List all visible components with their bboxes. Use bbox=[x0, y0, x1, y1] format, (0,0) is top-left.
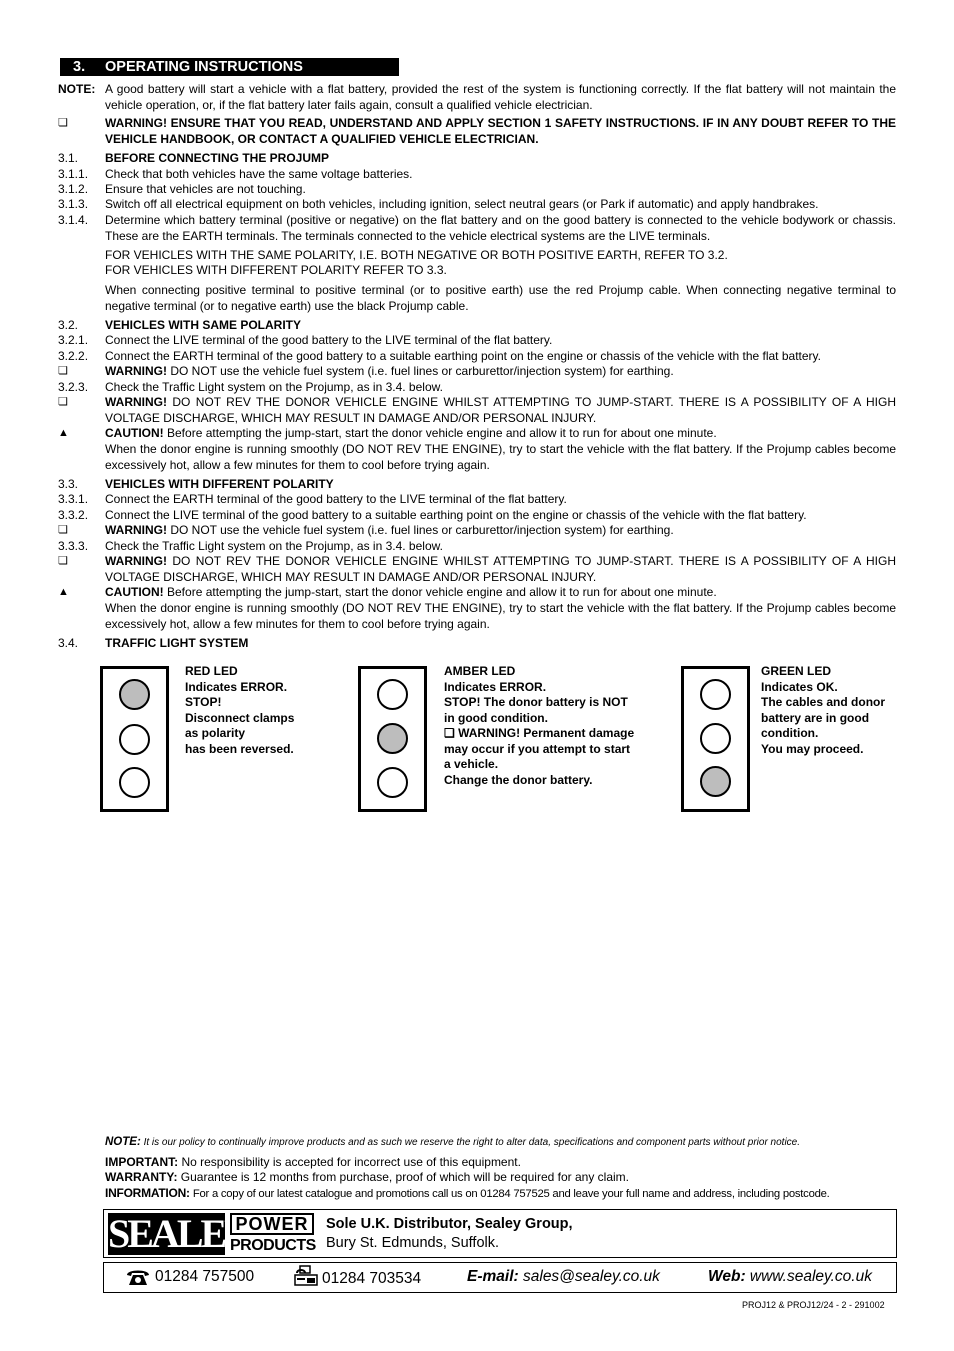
sealey-logo: SEALEY bbox=[108, 1211, 251, 1256]
row-number: 3.4. bbox=[58, 636, 79, 650]
row-body-text: Connect the EARTH terminal of the good battery to the LIVE terminal of the flat battery. bbox=[105, 492, 567, 506]
row-body-text: Before attempting the jump-start, start the donor vehicle engine and allow it to run for about one minute. bbox=[163, 426, 717, 440]
row-bold-text: CAUTION! bbox=[105, 426, 164, 440]
row-number: ❏ bbox=[58, 117, 68, 129]
tl-line: Change the donor battery. bbox=[444, 772, 593, 787]
traffic-light-red-text bbox=[185, 664, 345, 757]
row-body-text: Determine which battery terminal (positive or negative) on the flat battery and on the good battery is connected to the vehicle bodywork or chassis. These are the EARTH terminals. The terminals connected to the vehicle electrical systems are the LIVE terminals. bbox=[105, 213, 896, 243]
row-text bbox=[105, 636, 896, 652]
row-number: 3.1.3. bbox=[58, 197, 89, 211]
row-text bbox=[105, 283, 896, 314]
tl-line: RED LED bbox=[185, 664, 238, 678]
tl-line: a vehicle. bbox=[444, 757, 499, 771]
tl-line: has been reversed. bbox=[185, 741, 294, 756]
fax-icon bbox=[293, 1265, 319, 1292]
row-number: 3.1.4. bbox=[58, 213, 89, 227]
telephone-icon bbox=[125, 1267, 151, 1292]
footer-warranty-text: Guarantee is 12 months from purchase, proof of which will be required for any claim. bbox=[180, 1170, 629, 1184]
row-text bbox=[105, 442, 896, 473]
web-link[interactable]: www.sealey.co.uk bbox=[749, 1268, 872, 1285]
row-body-text: Check the Traffic Light system on the Projump, as in 3.4. below. bbox=[105, 380, 443, 394]
row-bold-text: WARNING! bbox=[105, 395, 167, 409]
led-bottom bbox=[700, 766, 731, 797]
web-line bbox=[708, 1268, 872, 1286]
tl-line: AMBER LED bbox=[444, 664, 516, 678]
tl-line: GREEN LED bbox=[761, 664, 832, 678]
row-text bbox=[105, 116, 896, 147]
row-number: ▲ bbox=[58, 586, 69, 598]
row-number: 3.1. bbox=[58, 151, 79, 165]
tl-line: STOP! bbox=[185, 695, 222, 709]
row-number: 3.3.1. bbox=[58, 492, 89, 506]
row-bold-text: VEHICLES WITH SAME POLARITY bbox=[105, 318, 302, 332]
led-middle bbox=[119, 724, 150, 755]
power-logo: POWER bbox=[230, 1213, 314, 1235]
row-text bbox=[105, 263, 896, 279]
row-number: 3.2. bbox=[58, 318, 79, 332]
email-line bbox=[467, 1268, 660, 1286]
web-label: Web: bbox=[708, 1268, 746, 1285]
tl-line: in good condition. bbox=[444, 710, 548, 725]
footer-note-text: It is our policy to continually improve products and as such we reserve the right to alter data, specifications and component parts without prior notice. bbox=[143, 1137, 801, 1148]
footer-information-text: For a copy of our latest catalogue and promotions call us on 01284 757525 and leave your full name and address, including postcode. bbox=[192, 1188, 830, 1200]
row-number: NOTE: bbox=[58, 82, 96, 96]
row-body-text: DO NOT REV THE DONOR VEHICLE ENGINE WHILST ATTEMPTING TO JUMP-START. THERE IS A POSSIBILITY OF A HIGH VOLTAGE DISCHARGE, WHICH MAY RESULT IN DAMAGE AND/OR PERSONAL INJURY. bbox=[105, 395, 896, 425]
row-body-text: Connect the LIVE terminal of the good battery to the LIVE terminal of the flat battery. bbox=[105, 333, 553, 347]
led-middle bbox=[700, 723, 731, 754]
row-number: 3.1.2. bbox=[58, 182, 89, 196]
row-text bbox=[105, 167, 896, 183]
footer-note bbox=[105, 1135, 897, 1150]
tl-line: as polarity bbox=[185, 726, 246, 740]
row-bold-text: CAUTION! bbox=[105, 585, 164, 599]
tl-line: Indicates ERROR. bbox=[185, 679, 288, 694]
row-body-text: Switch off all electrical equipment on both vehicles, including ignition, select neutral gears (or Park if automatic) and apply handbrakes. bbox=[105, 197, 819, 211]
tl-line: The cables and donor bbox=[761, 695, 886, 709]
row-text bbox=[105, 182, 896, 198]
distributor-name: Sole U.K. Distributor, Sealey Group, bbox=[326, 1216, 573, 1232]
row-body-text: FOR VEHICLES WITH THE SAME POLARITY, I.E. BOTH NEGATIVE OR BOTH POSITIVE EARTH, REFER TO 3.2. bbox=[105, 248, 728, 262]
footer-important bbox=[105, 1155, 897, 1170]
row-text bbox=[105, 197, 896, 213]
led-middle bbox=[377, 723, 408, 754]
row-body-text: DO NOT REV THE DONOR VEHICLE ENGINE WHILST ATTEMPTING TO JUMP-START. THERE IS A POSSIBILITY OF A HIGH VOLTAGE DISCHARGE, WHICH MAY RESULT IN DAMAGE AND/OR PERSONAL INJURY. bbox=[105, 554, 896, 584]
row-number: 3.2.3. bbox=[58, 380, 89, 394]
row-number: 3.3.3. bbox=[58, 539, 89, 553]
products-logo: PRODUCTS bbox=[230, 1237, 316, 1254]
row-text bbox=[105, 477, 896, 493]
traffic-light-housing bbox=[100, 666, 169, 812]
row-number: ❏ bbox=[58, 396, 68, 408]
tl-line: may occur if you attempt to start bbox=[444, 741, 631, 756]
tl-line: Indicates ERROR. bbox=[444, 679, 547, 694]
footer-important-label: IMPORTANT: bbox=[105, 1155, 179, 1169]
traffic-light-green-text bbox=[761, 664, 911, 757]
row-body-text: Connect the LIVE terminal of the good battery to a suitable earthing point on the engine or chassis of the vehicle with the flat battery. bbox=[105, 508, 807, 522]
led-top bbox=[700, 679, 731, 710]
row-text bbox=[105, 601, 896, 632]
row-bold-text: BEFORE CONNECTING THE PROJUMP bbox=[105, 151, 330, 165]
row-body-text: Check that both vehicles have the same voltage batteries. bbox=[105, 167, 413, 181]
row-text bbox=[105, 539, 896, 555]
row-body-text: Before attempting the jump-start, start the donor vehicle engine and allow it to run for about one minute. bbox=[163, 585, 717, 599]
tl-line: condition. bbox=[761, 726, 819, 740]
section-header bbox=[60, 58, 399, 76]
row-text bbox=[105, 523, 896, 539]
tl-line: battery are in good bbox=[761, 710, 870, 725]
tl-line: Indicates OK. bbox=[761, 679, 838, 694]
footer-note-label: NOTE: bbox=[105, 1136, 141, 1148]
row-text bbox=[105, 151, 896, 167]
row-number: 3.2.2. bbox=[58, 349, 89, 363]
traffic-light-amber-text bbox=[444, 664, 664, 788]
footer-information-label: INFORMATION: bbox=[105, 1186, 190, 1200]
fax-number[interactable]: 01284 703534 bbox=[322, 1270, 422, 1287]
section-title: OPERATING INSTRUCTIONS bbox=[105, 59, 303, 75]
tl-line: STOP! The donor battery is NOT bbox=[444, 695, 628, 709]
footer-important-text: No responsibility is accepted for incorrect use of this equipment. bbox=[181, 1155, 521, 1169]
footer-information bbox=[105, 1186, 897, 1202]
led-top bbox=[119, 679, 150, 710]
row-text bbox=[105, 585, 896, 601]
email-label: E-mail: bbox=[467, 1268, 519, 1285]
row-number: ▲ bbox=[58, 427, 69, 439]
row-number: 3.2.1. bbox=[58, 333, 89, 347]
tl-line: You may proceed. bbox=[761, 741, 864, 756]
row-bold-text: WARNING! bbox=[105, 364, 167, 378]
row-bold-text: WARNING! ENSURE THAT YOU READ, UNDERSTAND AND APPLY SECTION 1 SAFETY INSTRUCTIONS. IF IN ANY DOUBT REFER TO THE VEHICLE HANDBOOK, OR CONTACT A QUALIFIED VEHICLE ELECTRICIAN. bbox=[105, 116, 896, 146]
footer-warranty bbox=[105, 1170, 897, 1185]
tl-line: ❏ WARNING! Permanent damage bbox=[444, 726, 635, 740]
row-body-text: Ensure that vehicles are not touching. bbox=[105, 182, 306, 196]
traffic-light-housing bbox=[681, 666, 750, 812]
row-bold-text: VEHICLES WITH DIFFERENT POLARITY bbox=[105, 477, 334, 491]
row-number: ❏ bbox=[58, 555, 68, 567]
row-number: 3.3.2. bbox=[58, 508, 89, 522]
row-body-text: FOR VEHICLES WITH DIFFERENT POLARITY REFER TO 3.3. bbox=[105, 263, 447, 277]
traffic-light-housing bbox=[358, 666, 427, 812]
row-number: 3.1.1. bbox=[58, 167, 89, 181]
row-text bbox=[105, 333, 896, 349]
row-body-text: A good battery will start a vehicle with a flat battery, provided the rest of the system is functioning correctly. If the flat battery will not maintain the vehicle operation, or, if the flat battery later fails again, consult a qualified vehicle electrician. bbox=[105, 82, 896, 112]
row-text bbox=[105, 395, 896, 426]
row-body-text: Connect the EARTH terminal of the good battery to a suitable earthing point on the engine or chassis of the vehicle with the flat battery. bbox=[105, 349, 821, 363]
row-bold-text: TRAFFIC LIGHT SYSTEM bbox=[105, 636, 249, 650]
email-link[interactable]: sales@sealey.co.uk bbox=[523, 1268, 660, 1285]
document-reference: PROJ12 & PROJ12/24 - 2 - 291002 bbox=[742, 1300, 885, 1310]
section-number: 3. bbox=[73, 59, 86, 75]
led-top bbox=[377, 679, 408, 710]
phone-number[interactable]: 01284 757500 bbox=[155, 1268, 255, 1285]
row-text bbox=[105, 318, 896, 334]
tl-line: Disconnect clamps bbox=[185, 710, 295, 725]
row-number: ❏ bbox=[58, 365, 68, 377]
row-text bbox=[105, 508, 896, 524]
row-text bbox=[105, 554, 896, 585]
row-body-text: DO NOT use the vehicle fuel system (i.e. fuel lines or carburettor/injection system) for earthing. bbox=[167, 523, 674, 537]
row-body-text: Check the Traffic Light system on the Projump, as in 3.4. below. bbox=[105, 539, 443, 553]
row-text bbox=[105, 380, 896, 396]
row-number: 3.3. bbox=[58, 477, 79, 491]
row-text bbox=[105, 213, 896, 244]
led-bottom bbox=[377, 767, 408, 798]
row-bold-text: WARNING! bbox=[105, 523, 167, 537]
row-text bbox=[105, 426, 896, 442]
row-body-text: When the donor engine is running smoothly (DO NOT REV THE ENGINE), try to start the vehicle with the flat battery. If the Projump cables become excessively hot, allow a few minutes for them to cool before trying again. bbox=[105, 442, 896, 472]
led-bottom bbox=[119, 767, 150, 798]
row-number: ❏ bbox=[58, 524, 68, 536]
row-text bbox=[105, 364, 896, 380]
row-bold-text: WARNING! bbox=[105, 554, 167, 568]
row-body-text: When connecting positive terminal to positive terminal (or to positive earth) use the red Projump cable. When connecting negative terminal to negative terminal (or to negative earth) use the black Projump cable. bbox=[105, 283, 896, 313]
row-body-text: DO NOT use the vehicle fuel system (i.e. fuel lines or carburettor/injection system) for earthing. bbox=[167, 364, 674, 378]
footer-warranty-label: WARRANTY: bbox=[105, 1170, 178, 1184]
row-text bbox=[105, 349, 896, 365]
distributor-address: Bury St. Edmunds, Suffolk. bbox=[326, 1235, 500, 1251]
row-text bbox=[105, 248, 896, 264]
row-text bbox=[105, 492, 896, 508]
row-body-text: When the donor engine is running smoothly (DO NOT REV THE ENGINE), try to start the vehicle with the flat battery. If the Projump cables become excessively hot, allow a few minutes for them to cool before trying again. bbox=[105, 601, 896, 631]
row-text bbox=[105, 82, 896, 113]
